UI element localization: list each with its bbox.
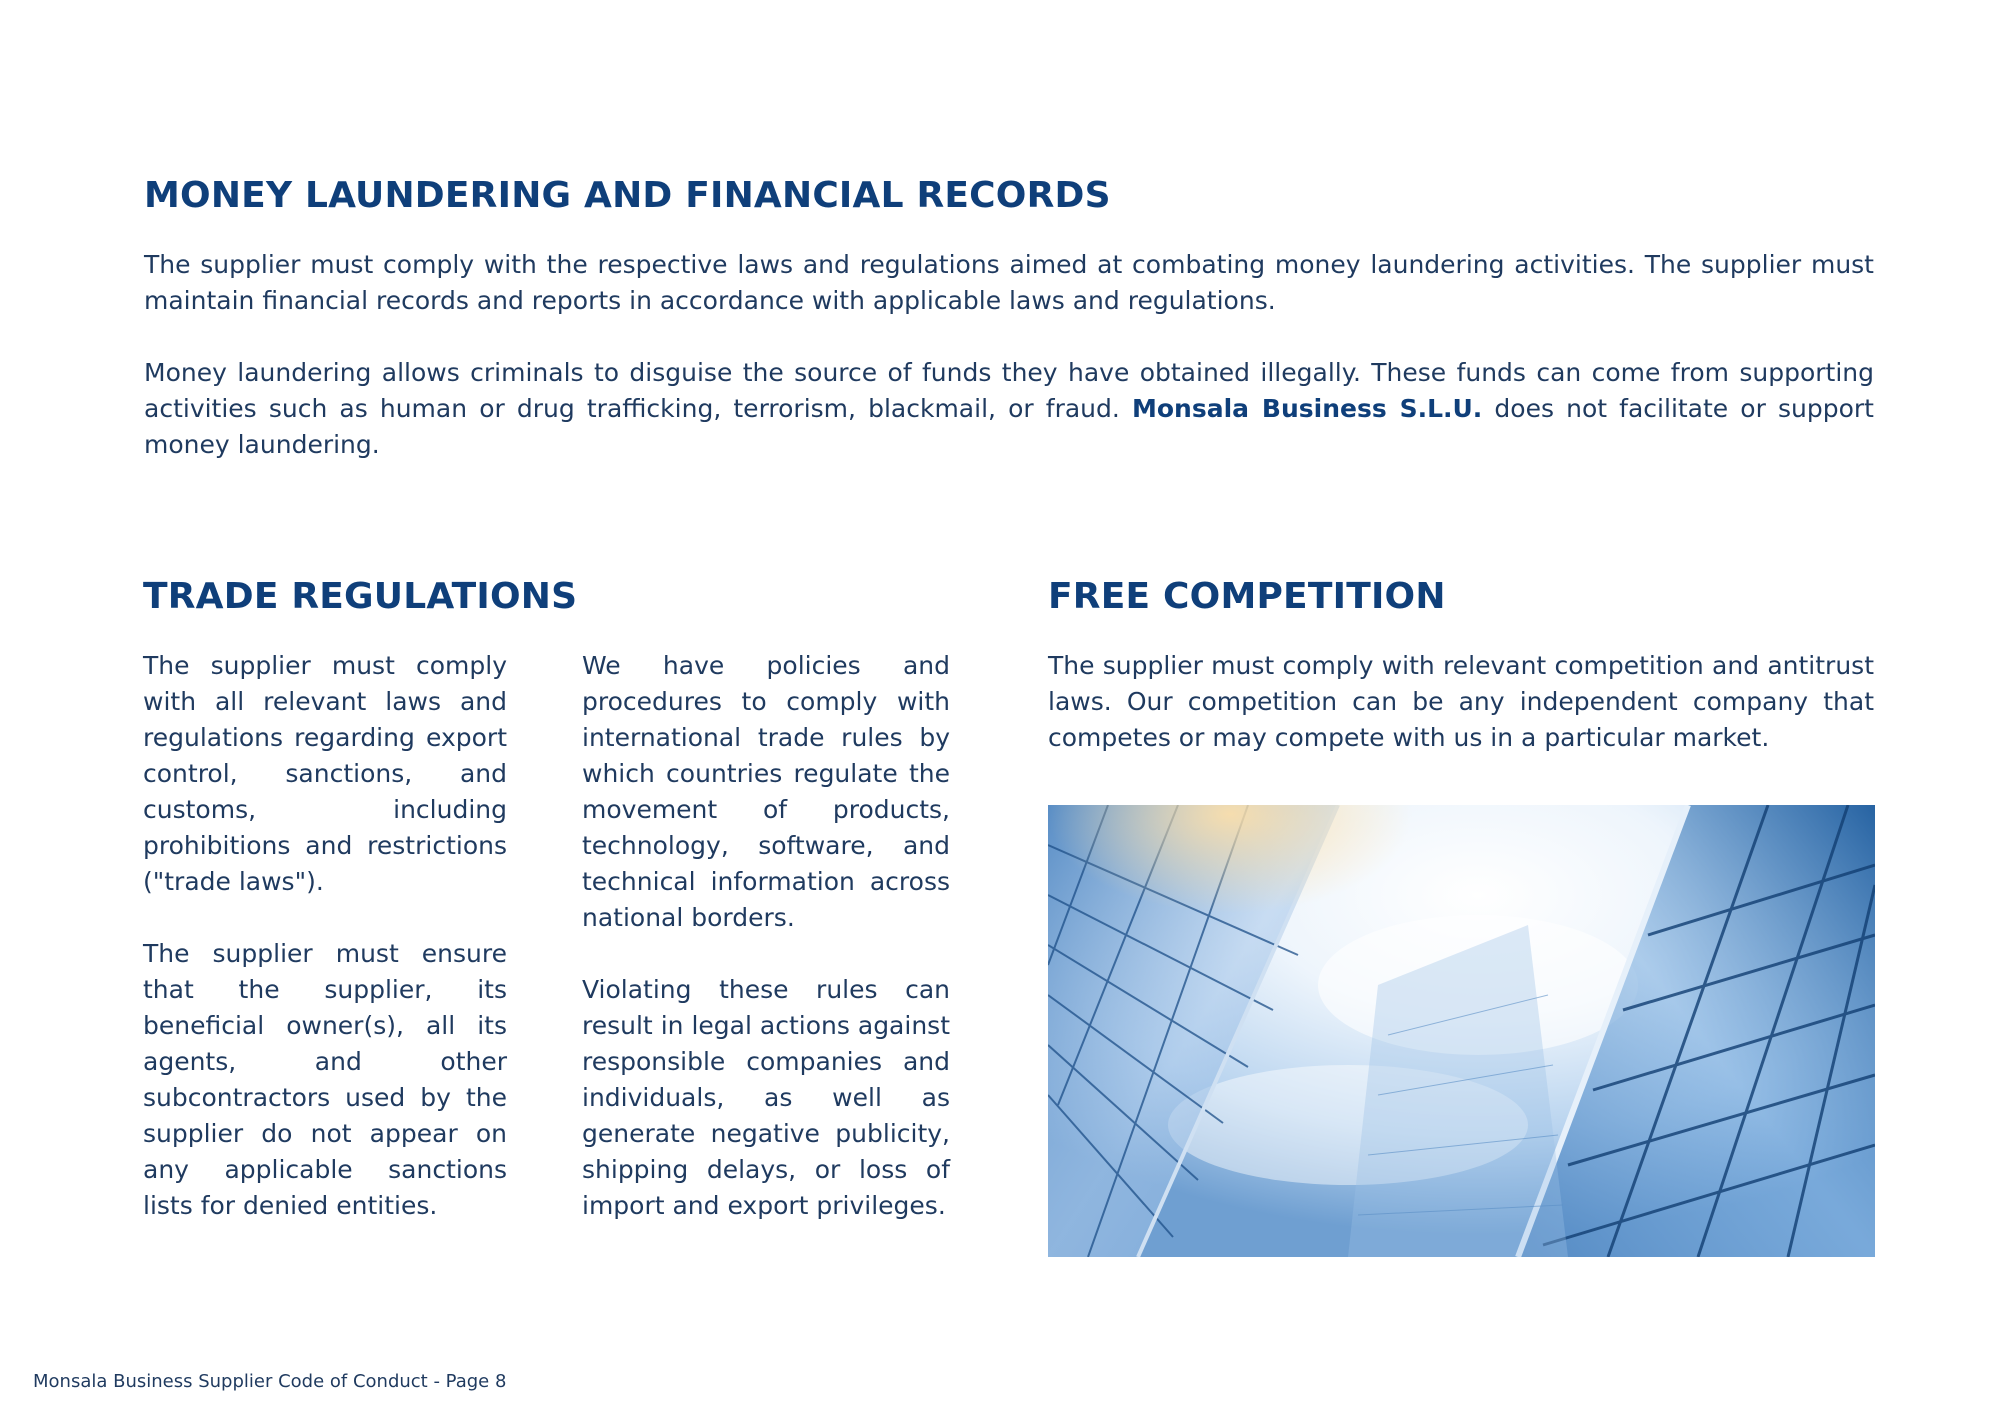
free-competition-paragraph: The supplier must comply with relevant competition and antitrust laws. Our competition can be any independent company that competes or may compete with us in a particular market. [1048,651,1874,752]
page-footer: Monsala Business Supplier Code of Conduct - Page 8 [33,1371,507,1392]
company-name: Monsala Business S.L.U. [1131,394,1483,423]
money-laundering-text-end: does not facilitate or support money laundering. [144,394,1874,459]
trade-regulations-title: TRADE REGULATIONS [143,576,578,617]
money-laundering-title: MONEY LAUNDERING AND FINANCIAL RECORDS [144,175,1111,216]
money-laundering-paragraph-2 [144,355,1874,463]
glass-building-photo [1048,805,1875,1257]
money-laundering-paragraph-1: The supplier must comply with the respective laws and regulations aimed at combating money laundering activities. The supplier must maintain financial records and reports in accordance with applicable laws and regulations. [144,250,1874,315]
free-competition-title: FREE COMPETITION [1048,576,1446,617]
trade-col2-paragraph-1: We have policies and procedures to comply with international trade rules by which countries regulate the movement of products, technology, software, and technical information across national borders. [582,651,950,932]
money-laundering-text-start: Money laundering allows criminals to disguise the source of funds they have obtained illegally. These funds can come from supporting activities such as human or drug trafficking, terrorism, blackmail, or fraud. [144,358,1874,423]
trade-col2-paragraph-2: Violating these rules can result in legal actions against responsible companies and individuals, as well as generate negative publicity, shipping delays, or loss of import and export privileges. [582,975,950,1220]
glass-building-illustration [1048,805,1875,1257]
trade-col1-paragraph-2: The supplier must ensure that the supplier, its beneficial owner(s), all its agents, and other subcontractors used by the supplier do not appear on any applicable sanctions lists for denied entities. [143,939,507,1220]
trade-col1-paragraph-1: The supplier must comply with all relevant laws and regulations regarding export control, sanctions, and customs, including prohibitions and restrictions ("trade laws"). [143,651,507,896]
